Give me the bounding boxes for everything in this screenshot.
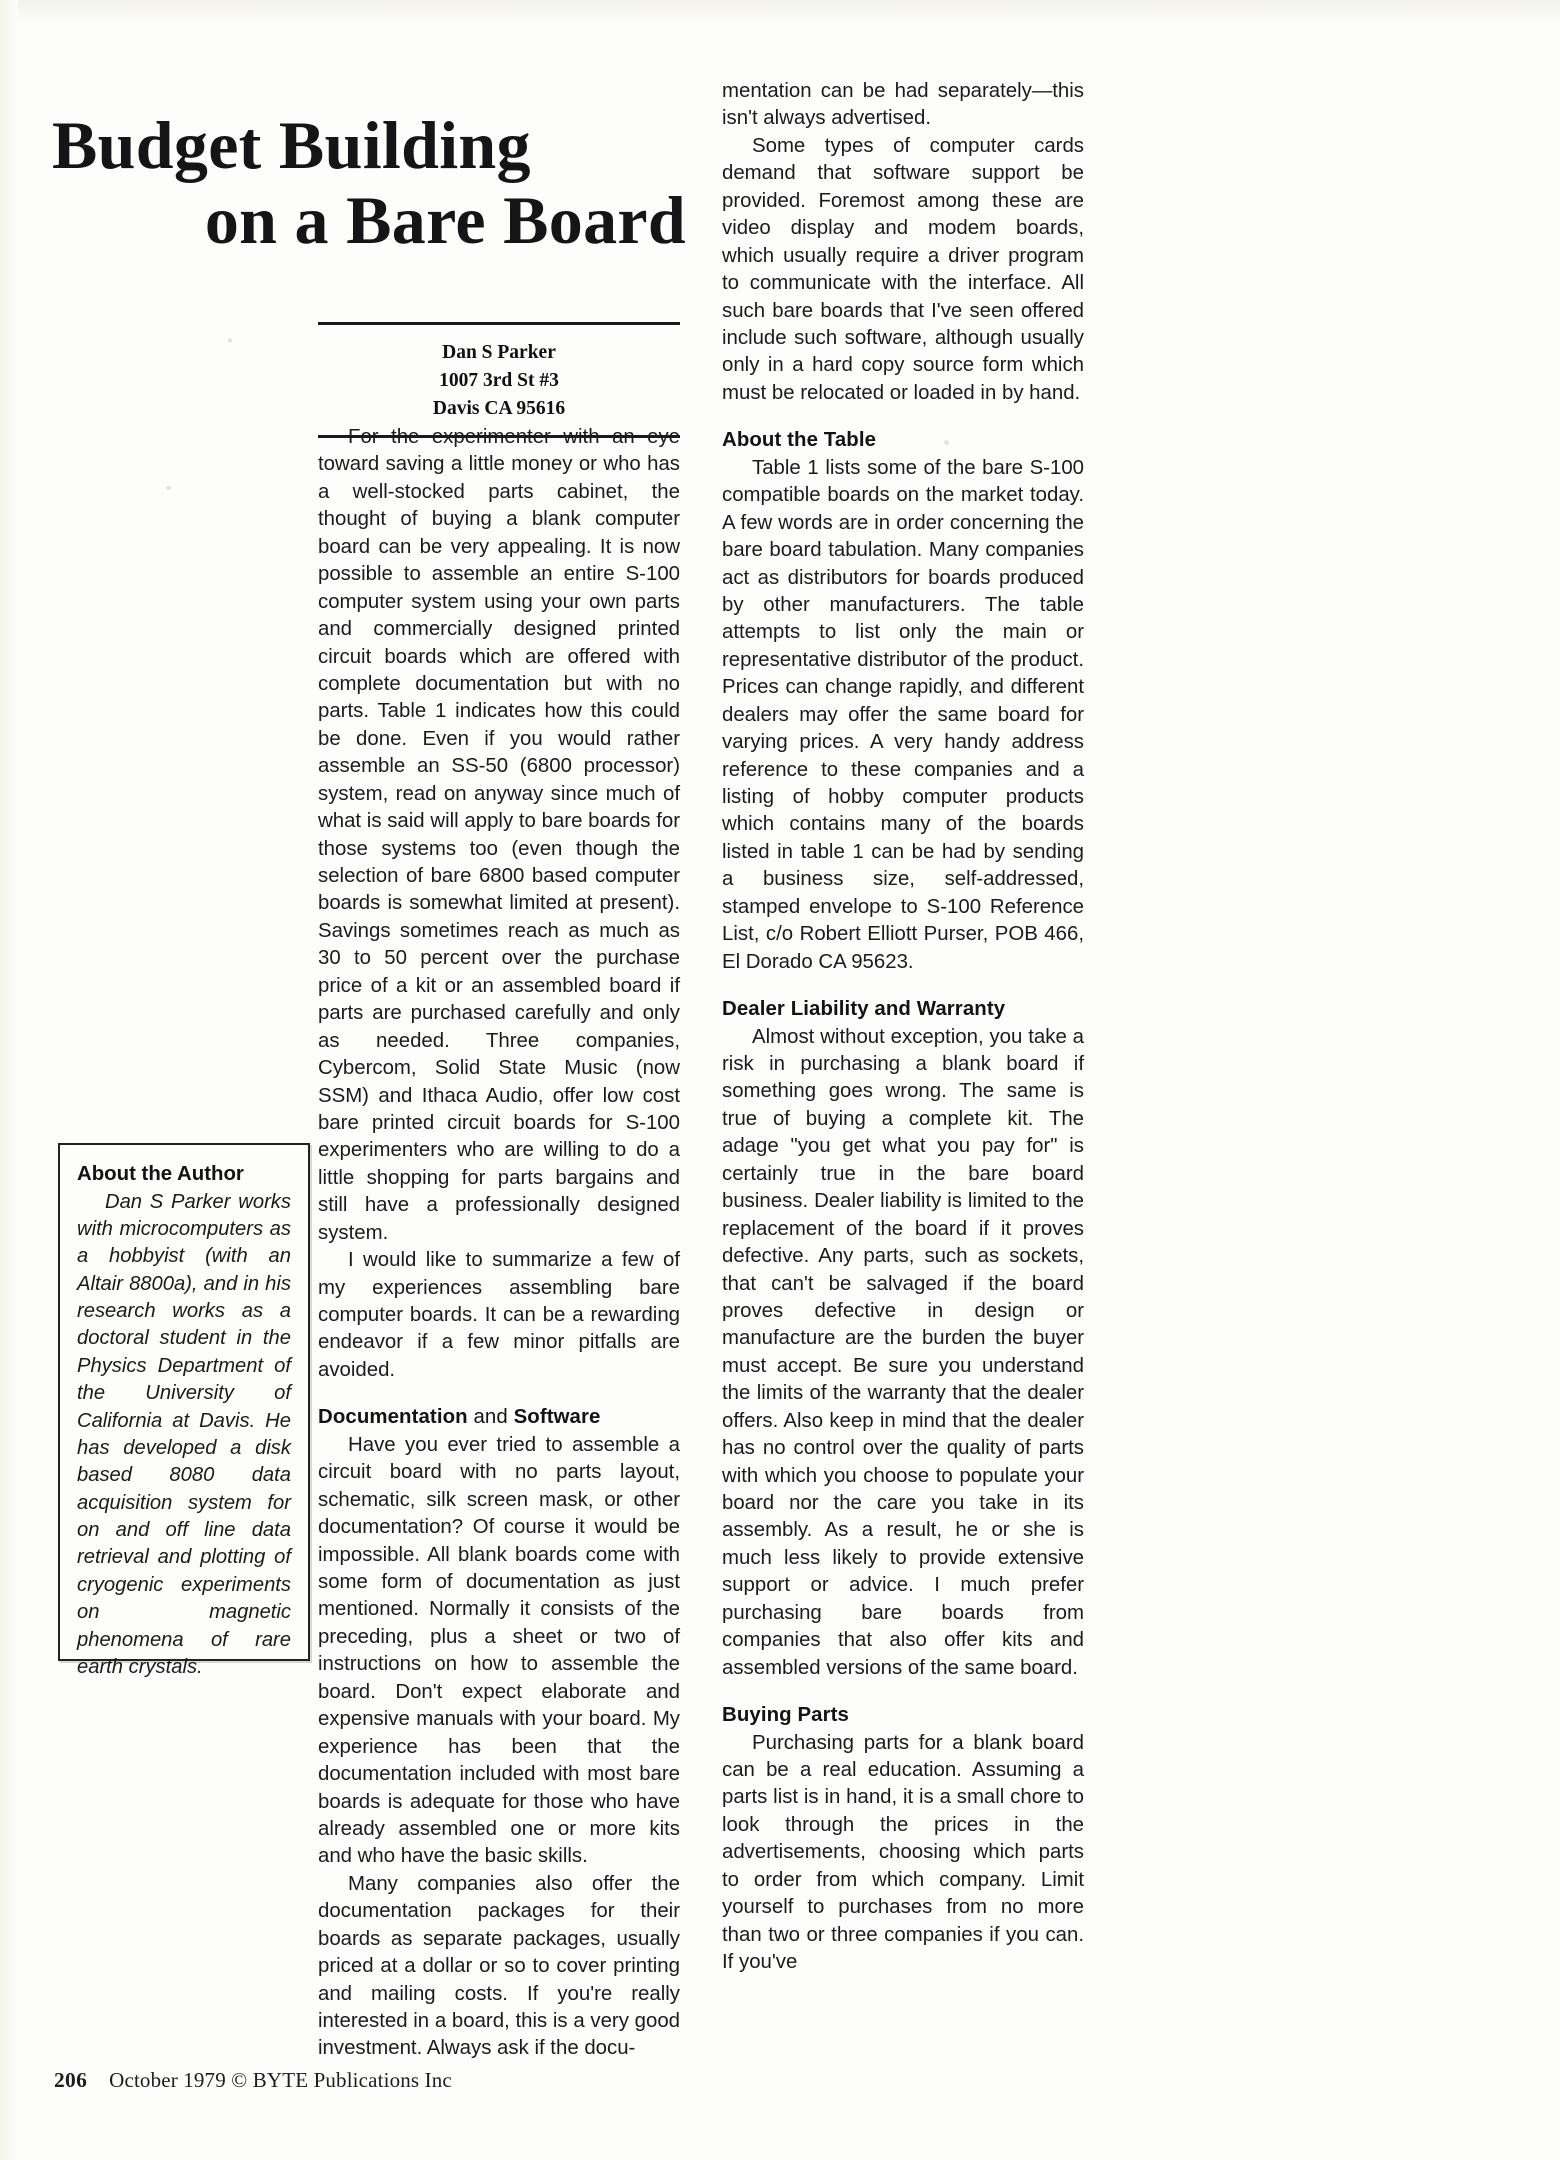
page-number: 206 xyxy=(54,2068,88,2092)
body-column-right xyxy=(722,78,1084,1977)
scan-edge-left xyxy=(0,0,18,2160)
paragraph: Have you ever tried to assemble a circuit board with no parts layout, schematic, silk screen mask, or other documentation? Of course it would be impossible. All blank boards come with some form of documentation as just mentioned. Normally it consists of the preceding, plus a sheet or two of instructions on how to assemble the board. Don't expect elaborate and expensive manuals with your board. My experience has been that the documentation included with most bare boards is adequate for those who have already assembled one or more kits and who have the basic skills. xyxy=(318,1433,680,1868)
page-title xyxy=(52,108,692,259)
page-footer xyxy=(54,2068,452,2093)
paragraph: Almost without exception, you take a risk in purchasing a blank board if something goes wrong. The same is true of buying a complete kit. The adage "you get what you pay for" is certainly true in the bare board business. Dealer liability is limited to the replacement of the board if it proves defective. Any parts, such as sockets, that can't be salvaged if the board proves defective in design or manufacture are the burden the buyer must accept. Be sure you understand the limits of the warranty that the dealer offers. Also keep in mind that the dealer has no control over the quality of parts with which you choose to populate your board nor the care you take in its assembly. As a result, he or she is much less likely to provide extensive support or advice. I much prefer purchasing bare boards from companies that also offer kits and assembled versions of the same board. xyxy=(722,1025,1084,1679)
author-city: Davis CA 95616 xyxy=(432,397,566,419)
heading-part-bold-2: Software xyxy=(513,1406,601,1429)
scan-speckle xyxy=(228,338,232,343)
about-the-author-heading: About the Author xyxy=(77,1163,244,1185)
footer-imprint: October 1979 © BYTE Publications Inc xyxy=(109,2068,452,2092)
heading-part-light: and xyxy=(467,1406,514,1429)
section-heading-documentation xyxy=(318,1404,680,1431)
section-heading-about-the-table: About the Table xyxy=(722,429,877,452)
scan-edge-top xyxy=(0,0,1560,22)
paragraph: For the experimenter with an eye toward saving a little money or who has a well-stocked parts cabinet, the thought of buying a blank computer board can be very appealing. It is now possible to assemble an entire S-100 computer system using your own parts and commercially designed printed circuit boards which are offered with complete documentation but with no parts. Table 1 indicates how this could be done. Even if you would rather assemble an SS-50 (6800 processor) system, read on anyway since much of what is said will apply to bare boards for those systems too (even though the selection of bare 6800 based computer boards is somewhat limited at present). Savings sometimes reach as much as 30 to 50 percent over the purchase price of a kit or an assembled board if parts are purchased carefully and only as needed. Three companies, Cybercom, Solid State Music (now SSM) and Ithaca Audio, offer low cost bare printed circuit boards for S-100 experimenters who are willing to do a little shopping for parts bargains and still have a professionally designed system. xyxy=(318,426,680,1244)
body-column-left xyxy=(318,424,680,2063)
author-name: Dan S Parker xyxy=(442,342,556,363)
section-heading-buying-parts: Buying Parts xyxy=(722,1704,849,1727)
section-heading-dealer-liability: Dealer Liability and Warranty xyxy=(722,998,1006,1021)
paragraph: Purchasing parts for a blank board can be a real education. Assuming a parts list is in hand, it is a small chore to look through the prices in the advertisements, choosing which parts to order from which company. Limit yourself to purchases from no more than two or three companies if you can. If you've xyxy=(722,1731,1084,1974)
paragraph: I would like to summarize a few of my experiences assembling bare computer boards. It can be a rewarding endeavor if a few minor pitfalls are avoided. xyxy=(318,1249,680,1381)
author-street: 1007 3rd St #3 xyxy=(439,369,559,391)
paragraph: Many companies also offer the documentation packages for their boards as separate packages, usually priced at a dollar or so to cover printing and mailing costs. If you're really interested in a board, this is a very good investment. Always ask if the docu- xyxy=(318,1872,680,2060)
scan-speckle xyxy=(166,486,171,490)
paragraph: Table 1 lists some of the bare S-100 compatible boards on the market today. A few words are in order concerning the bare board tabulation. Many companies act as distributors for boards produced by other manufacturers. The table attempts to list only the main or representative distributor of the product. Prices can change rapidly, and different dealers may offer the same board for varying prices. A very handy address reference to these companies and a listing of hobby computer products which contains many of the boards listed in table 1 can be had by sending a business size, self-addressed, stamped envelope to S-100 Reference List, c/o Robert Elliott Purser, POB 466, El Dorado CA 95623. xyxy=(722,456,1084,973)
paragraph: Some types of computer cards demand that software support be provided. Foremost among these are video display and modem boards, which usually require a driver program to communicate with the interface. All such bare boards that I've seen offered include such software, although usually only in a hard copy source form which must be relocated or loaded in by hand. xyxy=(722,134,1084,404)
byline xyxy=(318,322,680,438)
about-the-author-box xyxy=(58,1143,310,1678)
paragraph-continued: mentation can be had separately—this isn't always advertised. xyxy=(722,80,1084,130)
about-the-author-body: Dan S Parker works with microcomputers as a hobbyist (with an Altair 8800a), and in his research works as a doctoral student in the Physics Department of the University of California at Davis. He has developed a disk based 8080 data acquisition system for on and off line data retrieval and plotting of cryogenic experiments on magnetic phenomena of rare earth crystals. xyxy=(77,1190,291,1678)
page-title-line-1: Budget Building xyxy=(52,106,531,183)
page-title-line-2: on a Bare Board xyxy=(204,182,686,259)
heading-part-bold: Documentation xyxy=(318,1406,468,1429)
